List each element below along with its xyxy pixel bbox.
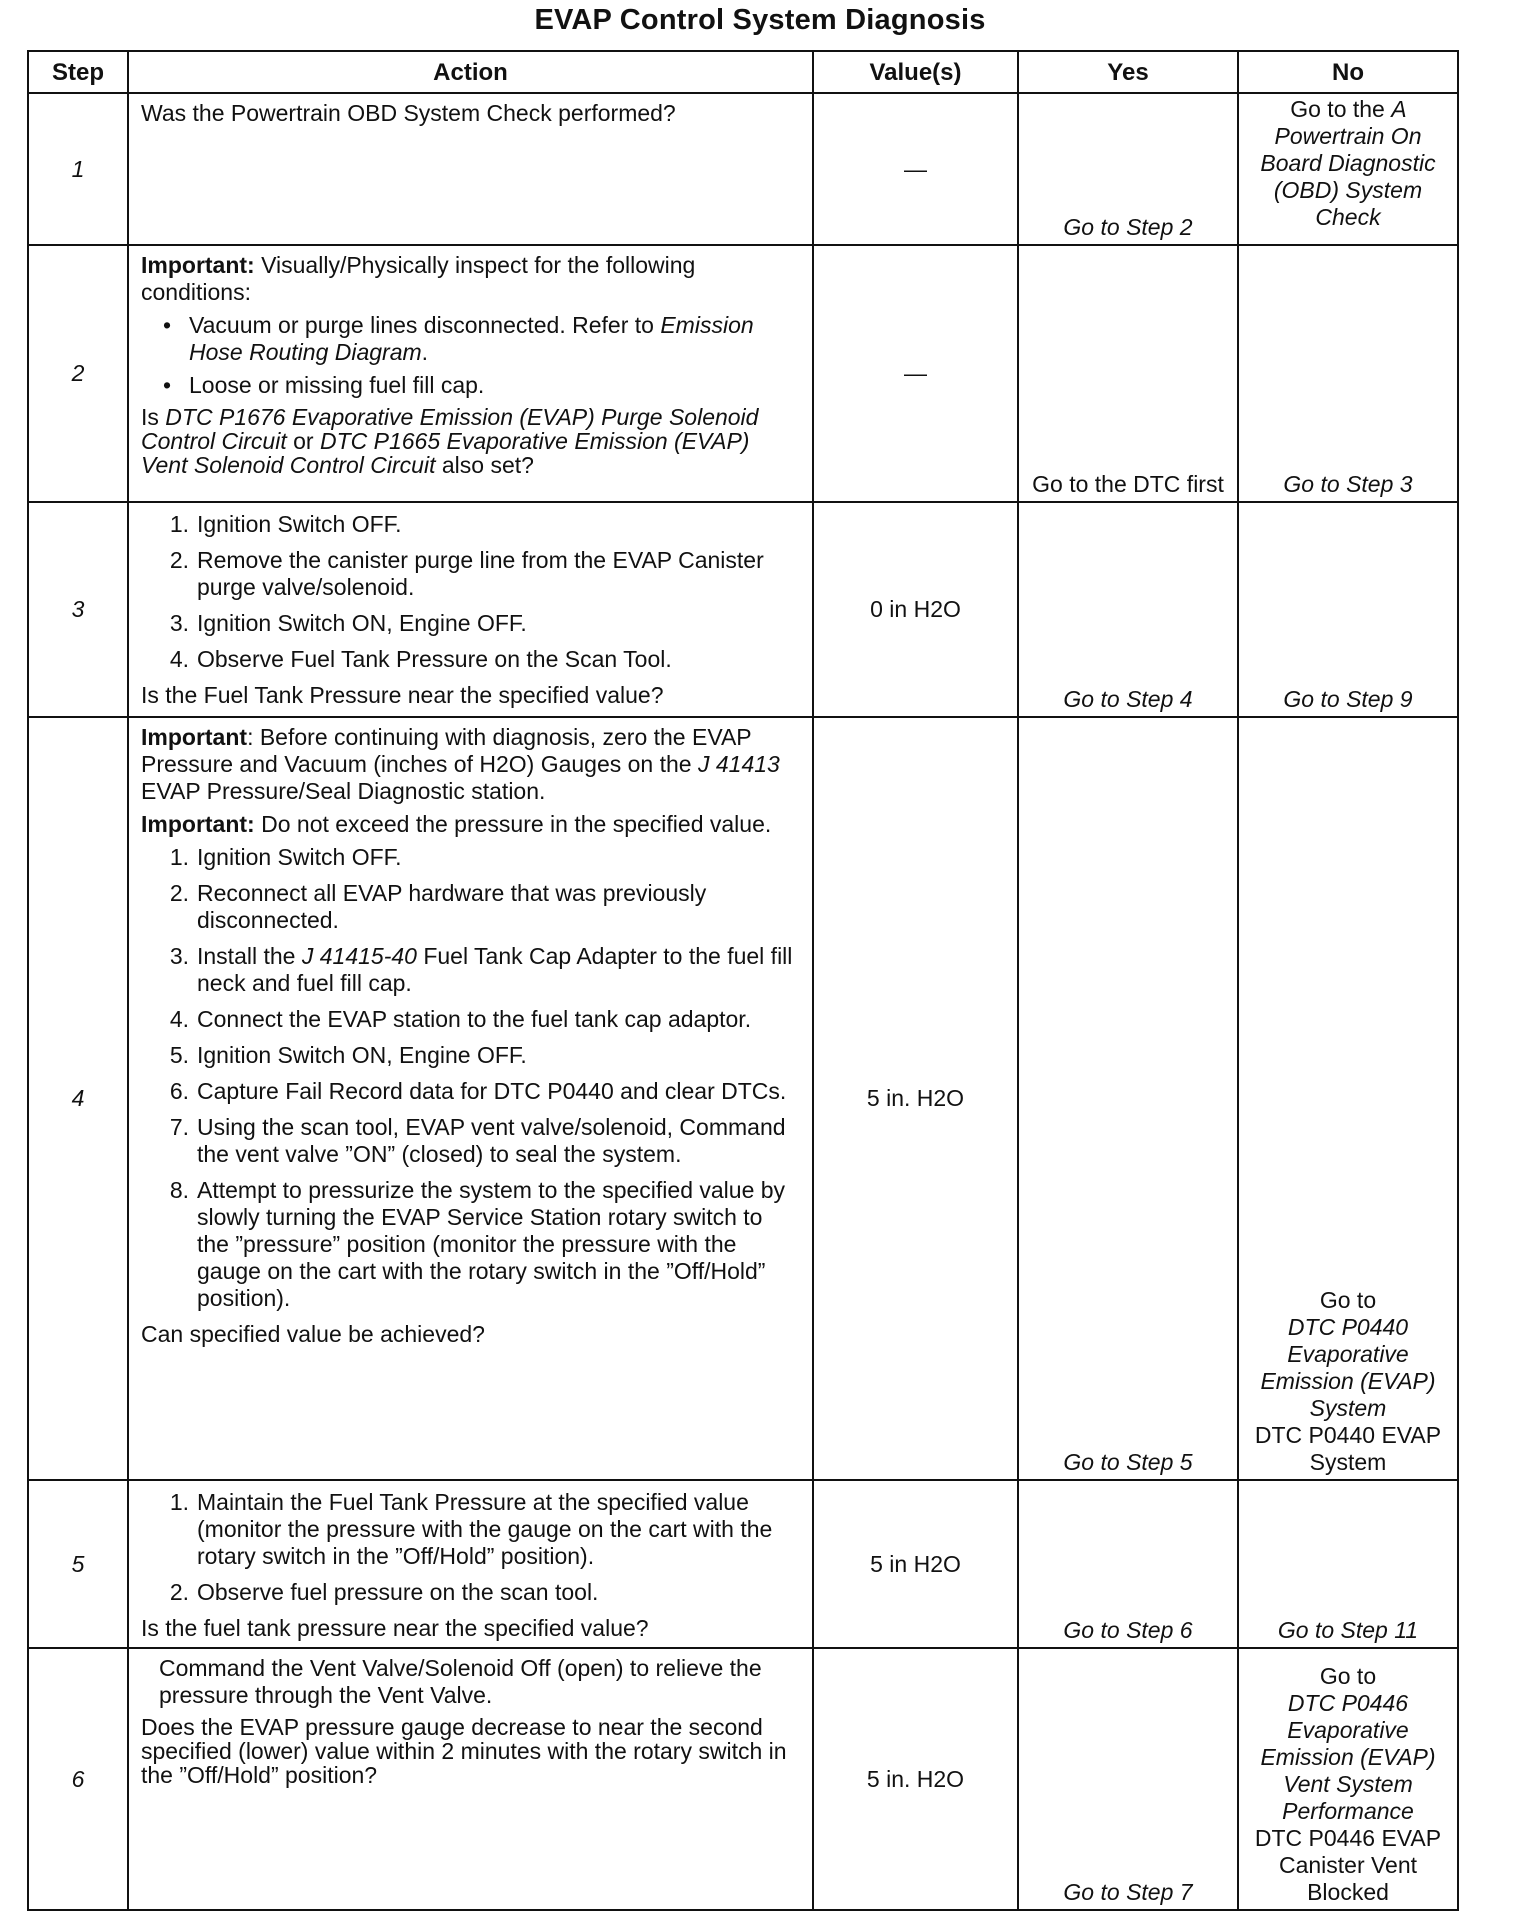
value-cell: —	[813, 93, 1018, 245]
table-row	[28, 502, 1458, 717]
bullet-text: Loose or missing fuel fill cap.	[189, 372, 485, 398]
table-row	[28, 1648, 1458, 1910]
list-item: 4. Connect the EVAP station to the fuel tank cap adaptor.	[169, 1006, 752, 1032]
question-end: also set?	[435, 452, 534, 478]
action-cell	[128, 1480, 813, 1648]
list-item-text: Observe fuel pressure on the scan tool.	[197, 1579, 599, 1605]
no-link[interactable]	[1238, 717, 1458, 1480]
list-item: 4. Observe Fuel Tank Pressure on the Scan Tool.	[169, 646, 672, 672]
command-text: Command the Vent Valve/Solenoid Off (open) to relieve the pressure through the Vent Valve.	[159, 1655, 762, 1708]
yes-link[interactable]: Go to Step 2	[1018, 93, 1238, 245]
action-cell	[128, 502, 813, 717]
action-cell	[128, 93, 813, 245]
important-label: Important	[141, 724, 248, 750]
dtc-reference: DTC P1665 Evaporative Emission (EVAP) Vent Solenoid Control Circuit	[141, 428, 750, 478]
numbered-list	[141, 844, 798, 1312]
important-text: Do not exceed the pressure in the specified value.	[254, 811, 772, 837]
bullet-list	[141, 312, 798, 399]
yes-link[interactable]: Go to Step 4	[1018, 502, 1238, 717]
list-item-text: Observe Fuel Tank Pressure on the Scan Tool.	[197, 646, 672, 672]
value-cell: 0 in H2O	[813, 502, 1018, 717]
list-item-text: Maintain the Fuel Tank Pressure at the specified value (monitor the pressure with the gauge on the cart with the rotary switch in the ”Off/Hold” position).	[197, 1489, 773, 1569]
no-italic-procedure: Powertrain On Board Diagnostic (OBD) System Check	[1260, 123, 1436, 230]
no-link[interactable]: Go to Step 9	[1238, 502, 1458, 717]
question-text: Was the Powertrain OBD System Check performed?	[141, 100, 676, 126]
yes-link[interactable]: Go to Step 7	[1018, 1648, 1238, 1910]
list-item-text: Ignition Switch OFF.	[197, 844, 402, 870]
table-header-row	[28, 51, 1458, 93]
action-cell	[128, 245, 813, 502]
list-item-text: Attempt to pressurize the system to the specified value by slowly turning the EVAP Service Station rotary switch to the ”pressure” position (monitor the pressure with the gauge on the cart with the rotary switch in the ”Off/Hold” position).	[197, 1177, 786, 1311]
bullet-reference: Emission Hose Routing Diagram	[189, 312, 754, 365]
list-item: 1. Maintain the Fuel Tank Pressure at the specified value (monitor the pressure with the gauge on the cart with the rotary switch in the ”Off/Hold” position).	[169, 1489, 773, 1569]
important-note	[141, 724, 798, 805]
value-cell: 5 in H2O	[813, 1480, 1018, 1648]
step-number: 1	[28, 93, 128, 245]
list-item-text: Reconnect all EVAP hardware that was previously disconnected.	[197, 880, 707, 933]
list-item: 3. Ignition Switch ON, Engine OFF.	[169, 610, 527, 636]
no-link[interactable]	[1238, 93, 1458, 245]
list-item: 2. Observe fuel pressure on the scan tool.	[169, 1579, 599, 1605]
important-text-end: EVAP Pressure/Seal Diagnostic station.	[141, 778, 546, 804]
step-number: 5	[28, 1480, 128, 1648]
header-yes: Yes	[1018, 51, 1238, 93]
no-dtc-italic: DTC P0446 Evaporative Emission (EVAP) Vent System Performance	[1260, 1690, 1436, 1824]
question-prefix: Is	[141, 404, 166, 430]
numbered-list	[141, 1489, 798, 1606]
tool-reference: J 41413	[697, 751, 780, 777]
list-item: 1. Ignition Switch OFF.	[169, 844, 402, 870]
list-item-text: Ignition Switch ON, Engine OFF.	[197, 1042, 527, 1068]
action-cell	[128, 1648, 813, 1910]
table-row	[28, 1480, 1458, 1648]
no-link[interactable]: Go to Step 11	[1238, 1480, 1458, 1648]
header-step: Step	[28, 51, 128, 93]
list-item: 2. Reconnect all EVAP hardware that was previously disconnected.	[169, 880, 707, 933]
value-cell: —	[813, 245, 1018, 502]
tool-reference: J 41415-40	[301, 943, 417, 969]
no-link[interactable]: Go to Step 3	[1238, 245, 1458, 502]
no-goto: Go to	[1319, 1663, 1377, 1689]
important-label: Important:	[141, 811, 255, 837]
list-item-text: Install the	[197, 943, 302, 969]
list-item-text: Remove the canister purge line from the EVAP Canister purge valve/solenoid.	[197, 547, 764, 600]
question-text: Is the fuel tank pressure near the specified value?	[141, 1615, 649, 1641]
action-cell	[128, 717, 813, 1480]
diagnosis-table	[27, 50, 1459, 1911]
table-row	[28, 245, 1458, 502]
header-action: Action	[128, 51, 813, 93]
important-text: Visually/Physically inspect for the following conditions:	[141, 252, 696, 305]
list-item-text-end: Fuel Tank Cap Adapter to the fuel fill neck and fuel fill cap.	[197, 943, 793, 996]
list-item-text: Using the scan tool, EVAP vent valve/solenoid, Command the vent valve ”ON” (closed) to seal the system.	[197, 1114, 786, 1167]
step-number: 3	[28, 502, 128, 717]
bullet-text: Vacuum or purge lines disconnected. Refer to	[189, 312, 661, 338]
no-italic-a: A	[1391, 96, 1406, 122]
list-item: 8. Attempt to pressurize the system to the specified value by slowly turning the EVAP Service Station rotary switch to the ”pressure” position (monitor the pressure with the gauge on the cart with the rotary switch in the ”Off/Hold” position).	[169, 1177, 786, 1311]
important-text: : Before continuing with diagnosis, zero the EVAP Pressure and Vacuum (inches of H2O) Gauges on the	[141, 724, 752, 777]
yes-link[interactable]: Go to Step 5	[1018, 717, 1238, 1480]
important-note	[141, 811, 798, 838]
bullet-end: .	[421, 339, 429, 365]
no-dtc-plain: DTC P0446 EVAP Canister Vent Blocked	[1254, 1825, 1442, 1905]
dtc-reference: DTC P1676 Evaporative Emission (EVAP) Purge Solenoid Control Circuit	[141, 404, 759, 454]
list-item: 5. Ignition Switch ON, Engine OFF.	[169, 1042, 527, 1068]
no-dtc-plain: DTC P0440 EVAP System	[1254, 1422, 1442, 1475]
question-text: Does the EVAP pressure gauge decrease to near the second specified (lower) value within 2 minutes with the rotary switch in the ”Off/Hold” position?	[141, 1714, 787, 1788]
question-text: Is the Fuel Tank Pressure near the specified value?	[141, 682, 664, 708]
value-cell: 5 in. H2O	[813, 1648, 1018, 1910]
important-label: Important:	[141, 252, 255, 278]
no-link[interactable]	[1238, 1648, 1458, 1910]
list-item: • Vacuum or purge lines disconnected. Refer to Emission Hose Routing Diagram.	[163, 312, 754, 365]
header-values: Value(s)	[813, 51, 1018, 93]
important-note	[141, 252, 798, 306]
no-goto: Go to	[1319, 1287, 1377, 1313]
yes-link[interactable]: Go to Step 6	[1018, 1480, 1238, 1648]
question-or: or	[286, 428, 320, 454]
list-item: 7. Using the scan tool, EVAP vent valve/solenoid, Command the vent valve ”ON” (closed) to seal the system.	[169, 1114, 786, 1167]
list-item: 6. Capture Fail Record data for DTC P0440 and clear DTCs.	[169, 1078, 787, 1104]
step-number: 2	[28, 245, 128, 502]
no-dtc-italic: DTC P0440 Evaporative Emission (EVAP) System	[1260, 1314, 1436, 1421]
table-row	[28, 717, 1458, 1480]
list-item: 2. Remove the canister purge line from the EVAP Canister purge valve/solenoid.	[169, 547, 764, 600]
question-text: Can specified value be achieved?	[141, 1321, 485, 1347]
question-text	[141, 405, 798, 477]
step-number: 4	[28, 717, 128, 1480]
table-row	[28, 93, 1458, 245]
list-item: 1. Ignition Switch OFF.	[169, 511, 402, 537]
no-prefix: Go to the	[1290, 96, 1392, 122]
list-item: 3. Install the J 41415-40 Fuel Tank Cap Adapter to the fuel fill neck and fuel fill cap.	[169, 943, 793, 996]
step-number: 6	[28, 1648, 128, 1910]
header-no: No	[1238, 51, 1458, 93]
list-item-text: Capture Fail Record data for DTC P0440 and clear DTCs.	[197, 1078, 787, 1104]
numbered-list	[141, 511, 798, 673]
list-item-text: Connect the EVAP station to the fuel tank cap adaptor.	[197, 1006, 752, 1032]
yes-link[interactable]: Go to the DTC first	[1018, 245, 1238, 502]
list-item-text: Ignition Switch ON, Engine OFF.	[197, 610, 527, 636]
value-cell: 5 in. H2O	[813, 717, 1018, 1480]
list-item-text: Ignition Switch OFF.	[197, 511, 402, 537]
page-title: EVAP Control System Diagnosis	[534, 4, 986, 36]
list-item: • Loose or missing fuel fill cap.	[163, 372, 485, 398]
